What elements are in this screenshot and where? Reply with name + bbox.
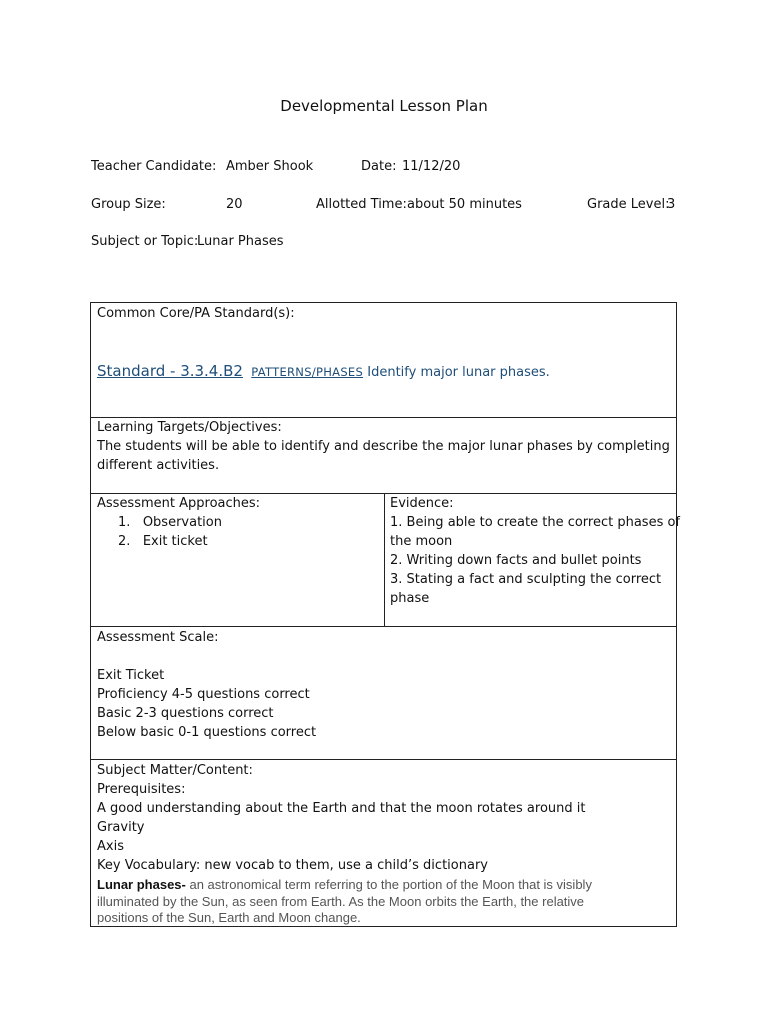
objectives-section bbox=[90, 417, 677, 494]
evidence-line: 1. Being able to create the correct phases of bbox=[390, 515, 681, 530]
objectives-label: Learning Targets/Objectives: bbox=[97, 420, 282, 435]
definition-line-1 bbox=[97, 876, 592, 894]
vocab-definition: an astronomical term referring to the portion of the Moon that is visibly bbox=[185, 877, 592, 892]
subject-matter-section bbox=[90, 759, 677, 927]
evidence-line: the moon bbox=[390, 534, 453, 549]
assessment-section bbox=[90, 493, 681, 627]
column-divider bbox=[384, 494, 385, 626]
list-number: 1. bbox=[118, 515, 131, 530]
content-line: Key Vocabulary: new vocab to them, use a child’s dictionary bbox=[97, 858, 488, 873]
evidence-line: 2. Writing down facts and bullet points bbox=[390, 553, 642, 568]
scale-line: Exit Ticket bbox=[97, 668, 165, 683]
list-item bbox=[118, 513, 222, 532]
list-number: 2. bbox=[118, 534, 131, 549]
assessment-label: Assessment Approaches: bbox=[97, 496, 261, 511]
date-value: 11/12/20 bbox=[402, 159, 461, 174]
standard-code: Standard - 3.3.4.B2 bbox=[97, 362, 243, 380]
content-line: A good understanding about the Earth and that the moon rotates around it bbox=[97, 801, 586, 816]
scale-line: Below basic 0-1 questions correct bbox=[97, 725, 317, 740]
subject-value: Lunar Phases bbox=[197, 234, 284, 249]
objectives-line-1: The students will be able to identify and describe the major lunar phases by completing bbox=[97, 439, 670, 454]
standard-description: Identify major lunar phases. bbox=[367, 365, 550, 380]
vocab-term: Lunar phases- bbox=[97, 877, 186, 892]
content-line: Axis bbox=[97, 839, 124, 854]
date-label: Date: bbox=[361, 159, 397, 174]
list-item bbox=[118, 532, 208, 551]
allotted-time-label: Allotted Time: bbox=[316, 197, 407, 212]
definition-line-3: positions of the Sun, Earth and Moon change. bbox=[97, 910, 361, 925]
assessment-scale-section bbox=[90, 626, 677, 760]
scale-line: Basic 2-3 questions correct bbox=[97, 706, 274, 721]
evidence-line: 3. Stating a fact and sculpting the correct bbox=[390, 572, 662, 587]
list-item-text: Exit ticket bbox=[142, 534, 208, 549]
evidence-label: Evidence: bbox=[390, 496, 454, 511]
group-size-label: Group Size: bbox=[91, 197, 166, 212]
page-title: Developmental Lesson Plan bbox=[280, 97, 488, 115]
scale-label: Assessment Scale: bbox=[97, 630, 219, 645]
teacher-label: Teacher Candidate: bbox=[91, 159, 217, 174]
definition-line-2: illuminated by the Sun, as seen from Earth. As the Moon orbits the Earth, the relative bbox=[97, 894, 585, 909]
group-size-value: 20 bbox=[226, 197, 243, 212]
list-item-text: Observation bbox=[142, 515, 222, 530]
content-label: Subject Matter/Content: bbox=[97, 763, 253, 778]
objectives-line-2: different activities. bbox=[97, 458, 220, 473]
grade-level-value: 3 bbox=[667, 197, 676, 212]
evidence-line: phase bbox=[390, 591, 430, 606]
standards-section bbox=[90, 302, 677, 418]
allotted-time-value: about 50 minutes bbox=[407, 197, 522, 212]
standard-line bbox=[97, 360, 550, 384]
subject-label: Subject or Topic: bbox=[91, 234, 199, 249]
content-line: Gravity bbox=[97, 820, 145, 835]
grade-level-label: Grade Level: bbox=[587, 197, 670, 212]
scale-line: Proficiency 4-5 questions correct bbox=[97, 687, 310, 702]
content-line: Prerequisites: bbox=[97, 782, 186, 797]
standard-category: PATTERNS/PHASES bbox=[251, 365, 364, 379]
standards-label: Common Core/PA Standard(s): bbox=[97, 306, 295, 321]
teacher-value: Amber Shook bbox=[226, 159, 314, 174]
